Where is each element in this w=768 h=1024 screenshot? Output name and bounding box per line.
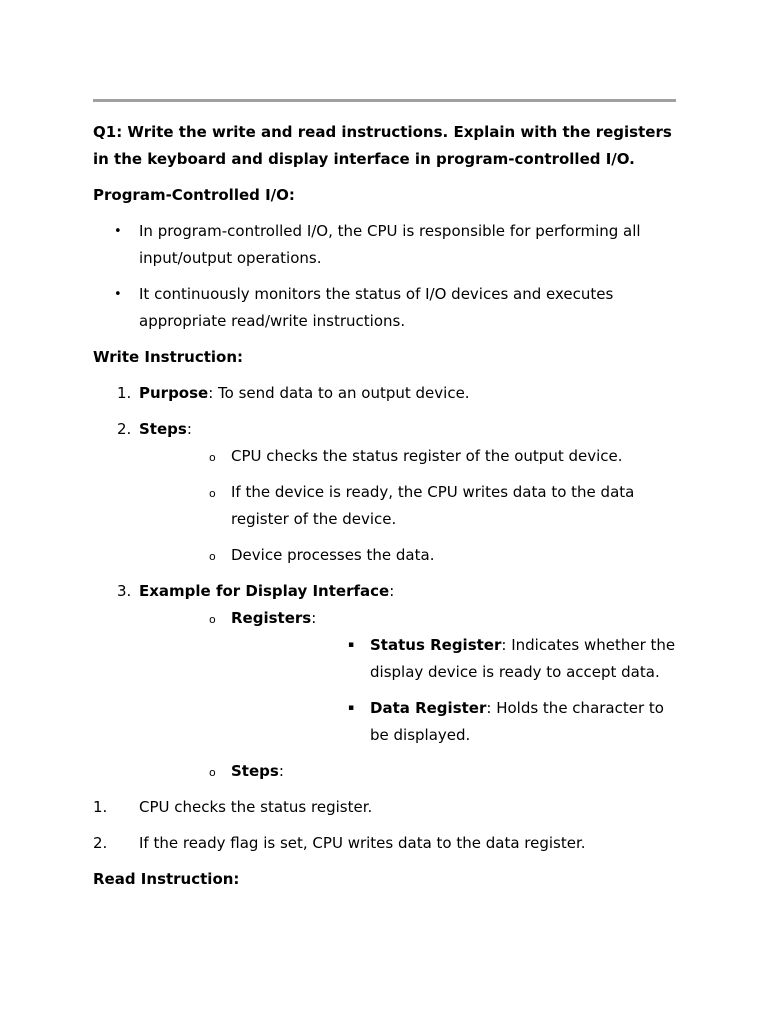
list-item [93,578,683,785]
example-sublist [139,605,683,785]
document-body [93,119,683,902]
list-item-text: If the device is ready, the CPU writes data to the data register of the device. [231,483,635,528]
bullet-circle-icon: o [209,451,216,464]
display-steps-list [93,794,683,857]
list-item-text: In program-controlled I/O, the CPU is responsible for performing all input/output operations. [139,222,641,267]
list-item [139,443,683,470]
steps-suffix: : [278,762,284,780]
list-item-text: If the ready flag is set, CPU writes data to the data register. [139,834,586,852]
horizontal-rule [93,99,676,102]
bullet-disc-icon: • [114,224,122,239]
list-item [231,695,683,749]
list-number: 2. [117,420,132,438]
list-number: 2. [93,834,108,852]
steps-label: Steps [231,762,279,780]
list-item-text: CPU checks the status register. [139,798,373,816]
item-text: : [389,582,395,600]
list-item [93,281,683,335]
program-controlled-heading: Program-Controlled I/O: [93,186,295,204]
list-number: 1. [93,798,108,816]
bullet-circle-icon: o [209,766,216,779]
write-instruction-heading: Write Instruction: [93,348,244,366]
item-text: : [186,420,192,438]
question-title: Q1: Write the write and read instructions. Explain with the registers in the keyboard and display interface in program-controlled I/O. [93,123,672,168]
bullet-square-icon: ▪ [348,640,355,650]
list-item [93,416,683,569]
read-instruction-heading: Read Instruction: [93,870,240,888]
list-number: 1. [117,384,132,402]
list-number: 3. [117,582,132,600]
bullet-circle-icon: o [209,487,216,500]
list-item [93,218,683,272]
list-item-text: Device processes the data. [231,546,435,564]
list-item [93,794,683,821]
item-label: Purpose [139,384,209,402]
item-label: Example for Display Interface [139,582,390,600]
registers-sublist [231,632,683,749]
bullet-disc-icon: • [114,287,122,302]
register-label: Status Register [370,636,502,654]
list-item [139,758,683,785]
list-item [231,632,683,686]
list-item [139,605,683,749]
bullet-circle-icon: o [209,550,216,563]
write-instruction-list [93,380,683,785]
list-item [93,380,683,407]
program-controlled-list [93,218,683,335]
bullet-square-icon: ▪ [348,703,355,713]
register-label: Data Register [370,699,487,717]
steps-sublist [139,443,683,569]
item-text: : To send data to an output device. [208,384,470,402]
item-label: Steps [139,420,187,438]
bullet-circle-icon: o [209,613,216,626]
register-text: : Holds the character to be displayed. [370,699,664,744]
registers-suffix: : [311,609,317,627]
list-item [139,479,683,533]
list-item [93,830,683,857]
list-item-text: It continuously monitors the status of I/O devices and executes appropriate read/write instructions. [139,285,614,330]
registers-label: Registers [231,609,312,627]
register-text: : Indicates whether the display device is ready to accept data. [370,636,676,681]
list-item [139,542,683,569]
list-item-text: CPU checks the status register of the output device. [231,447,623,465]
